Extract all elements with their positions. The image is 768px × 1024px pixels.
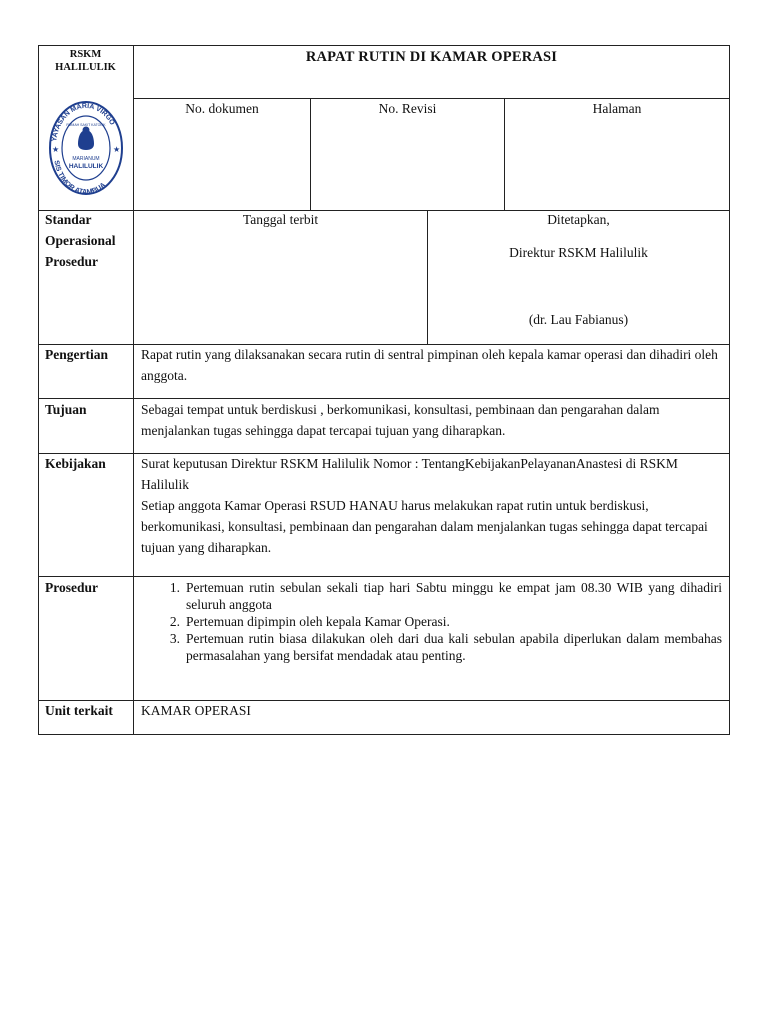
doc-number-label: No. dokumen <box>185 101 259 116</box>
logo-text-top: YAYASAN MARIA VIRGO <box>51 102 116 142</box>
purpose-label: Tujuan <box>45 402 87 417</box>
procedure-step-text: Pertemuan dipimpin oleh kepala Kamar Operasi. <box>186 614 450 629</box>
page-label: Halaman <box>592 101 642 116</box>
org-name-line1: RSKM <box>69 49 102 60</box>
unit-label: Unit terkait <box>45 703 113 718</box>
issue-date-label: Tanggal terbit <box>242 212 319 227</box>
procedure-step-text: Pertemuan rutin sebulan sekali tiap hari Sabtu minggu ke empat jam 08.30 WIB yang dihadiri seluruh anggota <box>186 580 722 612</box>
sop-label-line3: Prosedur <box>45 254 98 269</box>
policy-line1: Surat keputusan Direktur RSKM Halilulik Nomor : TentangKebijakanPelayananAnastesi di RSKM Halilulik <box>141 456 678 492</box>
logo-text-small: RUMAH SAKIT KATOLIK <box>66 123 106 127</box>
policy-block <box>141 453 723 558</box>
unit-text: KAMAR OPERASI <box>141 703 251 718</box>
policy-label: Kebijakan <box>45 456 106 471</box>
policy-line2: Setiap anggota Kamar Operasi RSUD HANAU harus melakukan rapat rutin untuk berdiskusi, berkomunikasi, konsultasi, pembinaan dan pengarahan dalam menjalankan tugas sehingga dapat tercapai tujuan yang diharapkan. <box>141 498 708 555</box>
director-title: Direktur RSKM Halilulik <box>509 245 648 260</box>
table-border-left <box>38 45 39 735</box>
hospital-seal-icon <box>46 92 126 200</box>
procedure-label: Prosedur <box>45 580 98 595</box>
procedure-step-number: 3. <box>169 631 180 646</box>
director-name: (dr. Lau Fabianus) <box>528 312 629 327</box>
procedure-step-text: Pertemuan rutin biasa dilakukan oleh dari dua kali sebulan apabila diperlukan dalam membahas permasalahan yang bersifat mendadak atau penting. <box>186 631 722 663</box>
sop-label-line2: Operasional <box>45 233 116 248</box>
org-name <box>38 48 133 74</box>
procedure-step-number: 1. <box>169 580 180 595</box>
sop-document <box>38 45 730 735</box>
procedure-step-number: 2. <box>169 614 180 629</box>
procedure-step <box>158 630 722 664</box>
document-title: RAPAT RUTIN DI KAMAR OPERASI <box>305 49 558 65</box>
sop-label <box>45 209 133 272</box>
logo-text-center2: HALILULIK <box>68 163 104 170</box>
hospital-logo <box>46 92 126 200</box>
star-left-icon: ★ <box>52 145 60 154</box>
established-label: Ditetapkan, <box>547 212 610 227</box>
procedure-list <box>158 579 722 664</box>
definition-label: Pengertian <box>45 347 108 362</box>
table-border-bottom <box>38 734 730 735</box>
star-right-icon: ★ <box>113 145 121 154</box>
revision-label: No. Revisi <box>378 101 437 116</box>
definition-text: Rapat rutin yang dilaksanakan secara rutin di sentral pimpinan oleh kepala kamar operasi dan dihadiri oleh anggota. <box>141 347 718 383</box>
procedure-step <box>158 613 722 630</box>
table-border-right <box>729 45 730 735</box>
table-border-top <box>38 45 730 46</box>
logo-text-center1: MARIANUM <box>72 156 100 162</box>
sop-label-line1: Standar <box>45 212 92 227</box>
purpose-text: Sebagai tempat untuk berdiskusi , berkomunikasi, konsultasi, pembinaan dan pengarahan dalam menjalankan tugas sehingga dapat tercapai tujuan yang diharapkan. <box>141 402 660 438</box>
column-divider <box>133 45 134 735</box>
org-name-line2: HALILULIK <box>55 62 116 73</box>
procedure-steps <box>158 579 722 664</box>
row-divider-procedure <box>38 576 730 577</box>
logo-text-bottom: SIS TIMOR ATAMBUA <box>52 159 108 197</box>
procedure-step <box>158 579 722 613</box>
